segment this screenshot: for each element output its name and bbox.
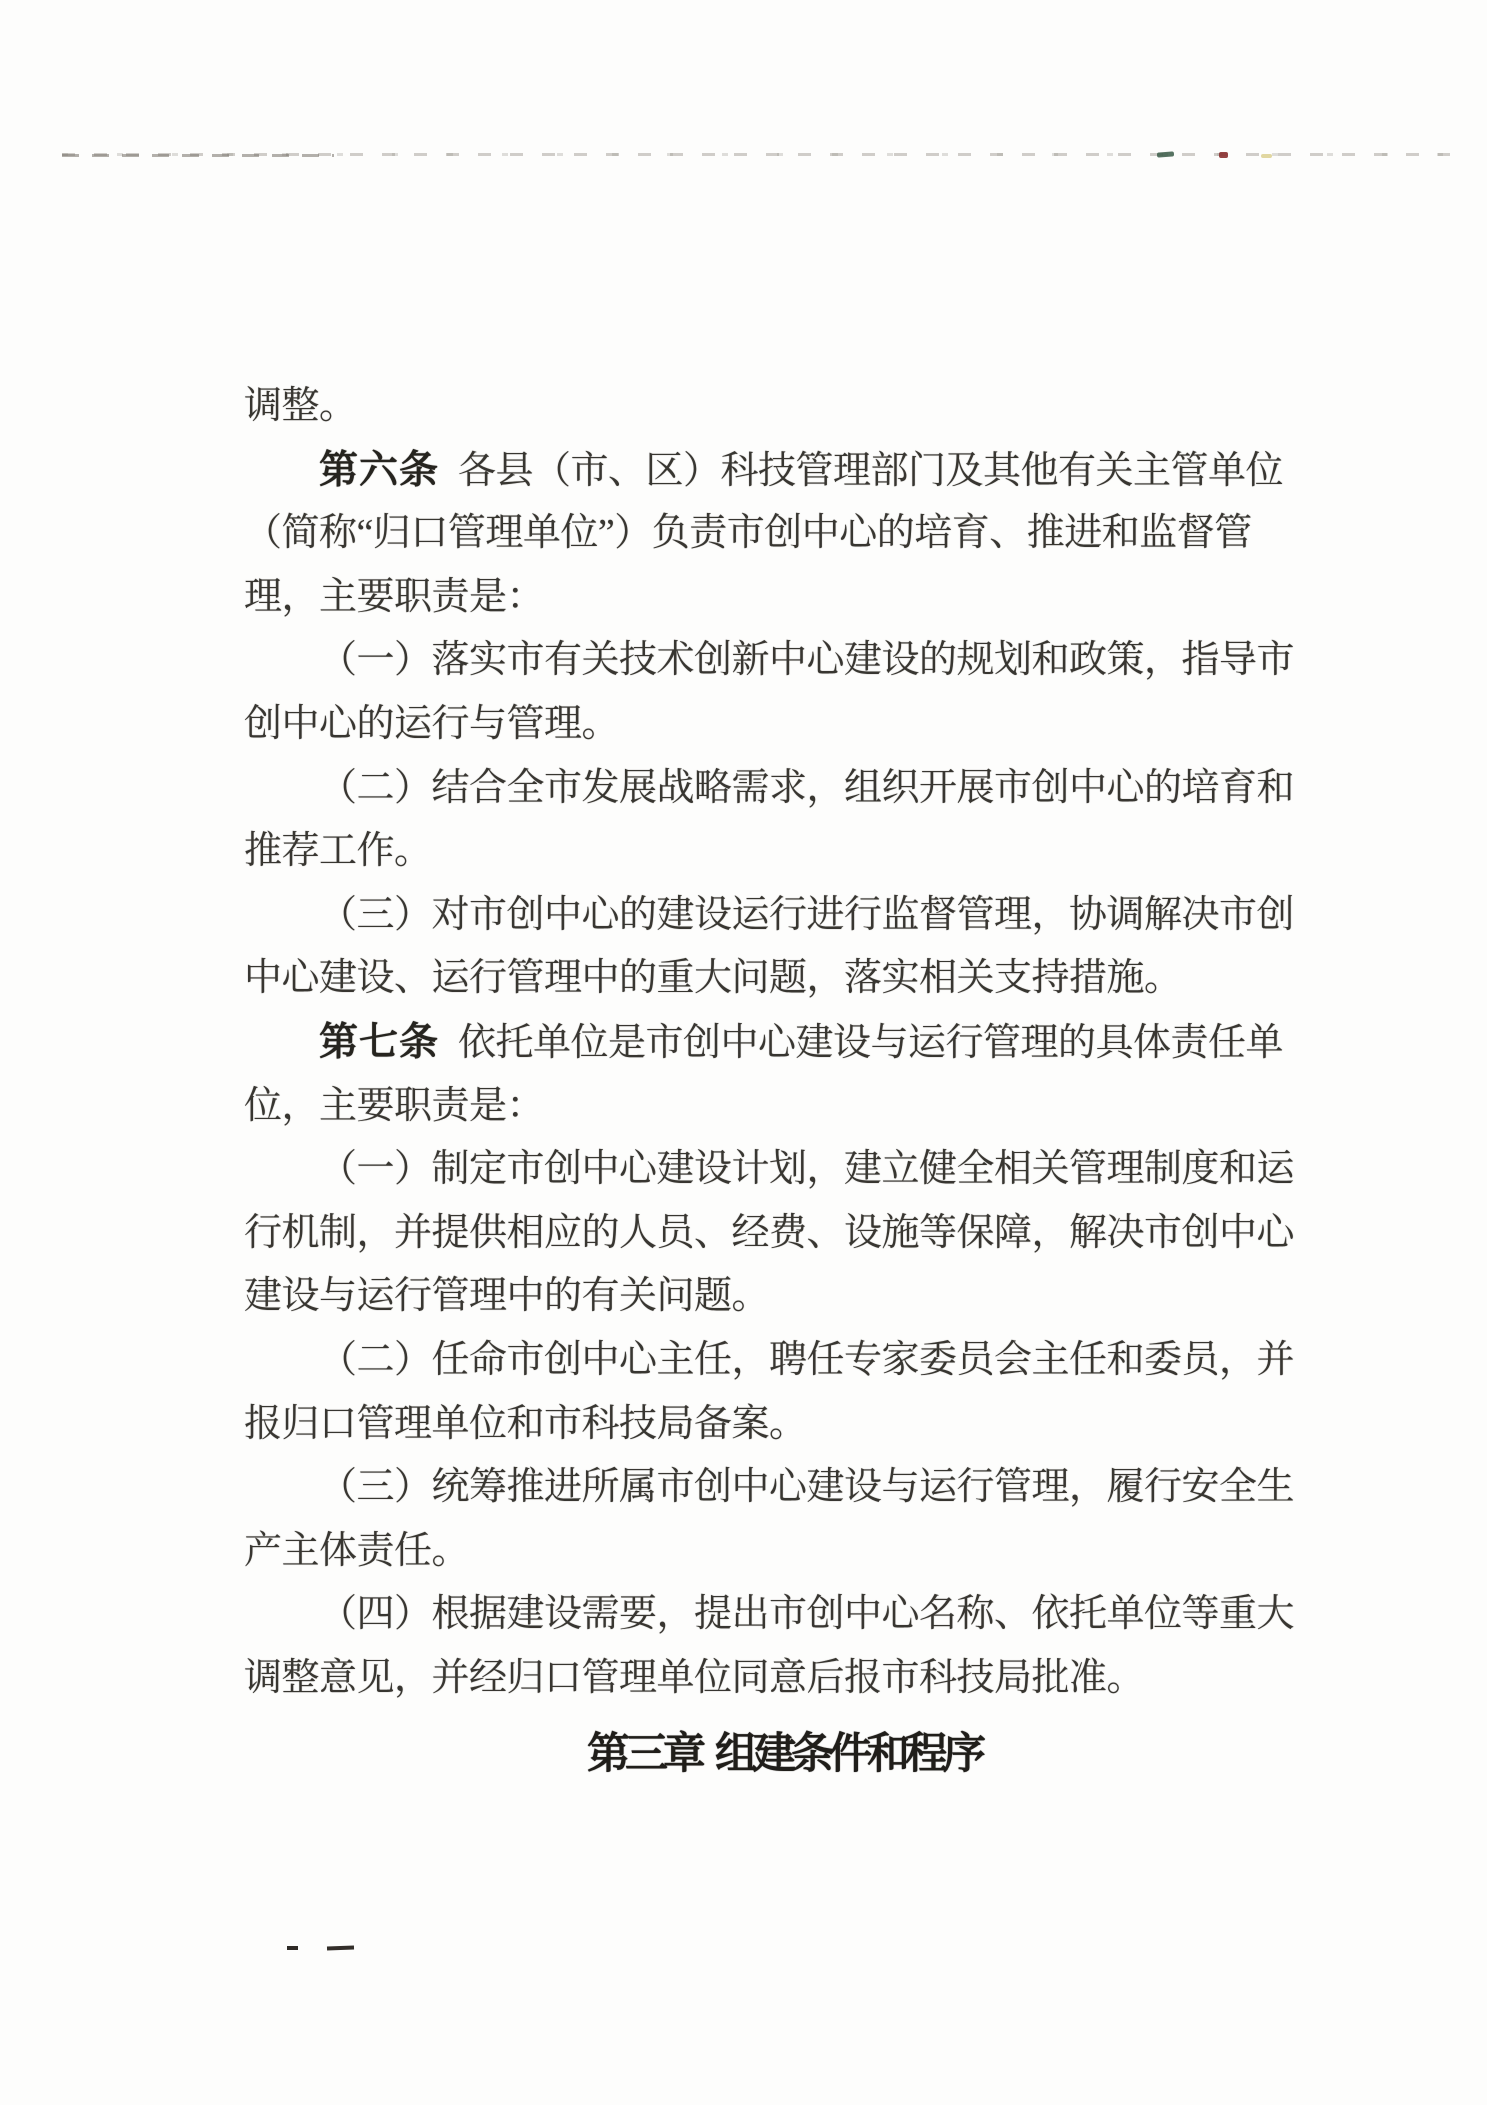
body-line [244,1138,1296,1202]
footer-page-mark-short [287,1946,298,1950]
line-text: （简称“归口管理单位”）负责市创中心的培育、推进和监督管 [244,512,1252,555]
line-text: 调整。 [244,385,357,427]
line-text: 报归口管理单位和市科技局备案。 [244,1402,807,1445]
body-line [244,629,1296,693]
body-line [244,947,1296,1011]
body-line [244,1520,1296,1584]
body-line [244,502,1296,566]
body-line [244,1011,1296,1075]
footer-page-mark-long [327,1946,354,1951]
scan-artifact-dashed-line-left [62,154,334,157]
line-text: 产主体责任。 [244,1529,470,1572]
line-text: 建设与运行管理中的有关问题。 [244,1275,770,1318]
body-line [244,1456,1296,1520]
article-number-6: 第六条 [319,448,440,492]
body-line [244,1075,1296,1139]
line-text: （一）制定市创中心建设计划，建立健全相关管理制度和运 [319,1148,1295,1191]
chapter-heading: 第三章 组建条件和程序 [587,1730,981,1779]
line-text: （四）根据建设需要，提出市创中心名称、依托单位等重大 [319,1593,1295,1636]
line-text: 调整意见，并经归口管理单位同意后报市科技局批准。 [244,1656,1145,1699]
article-number-7: 第七条 [319,1020,440,1064]
document-body [244,375,1296,1786]
body-line [244,566,1296,630]
body-line [244,1329,1296,1393]
body-line [244,375,1296,439]
body-line [244,1265,1296,1329]
body-line [244,1393,1296,1457]
body-line [244,884,1296,948]
line-text: 位，主要职责是： [244,1084,545,1127]
line-text: 创中心的运行与管理。 [244,702,620,745]
body-line [244,820,1296,884]
body-line [244,693,1296,757]
line-text: 理，主要职责是： [244,575,545,618]
scan-speck-red [1219,152,1228,158]
line-text: （一）落实市有关技术创新中心建设的规划和政策，指导市 [319,639,1295,682]
line-text: 中心建设、运行管理中的重大问题，落实相关支持措施。 [244,957,1182,1000]
body-line [244,1583,1296,1647]
body-line [244,757,1296,821]
line-text: 各县（市、区）科技管理部门及其他有关主管单位 [458,449,1284,492]
scan-speck-yellow [1261,154,1272,158]
line-text: （三）统筹推进所属市创中心建设与运行管理，履行安全生 [319,1466,1295,1509]
body-line [244,1647,1296,1711]
line-text: 依托单位是市创中心建设与运行管理的具体责任单 [458,1021,1284,1064]
line-text: （三）对市创中心的建设运行进行监督管理，协调解决市创 [319,893,1295,936]
line-text: （二）任命市创中心主任，聘任专家委员会主任和委员，并 [319,1338,1295,1381]
line-text: 推荐工作。 [244,830,432,873]
body-line [244,1202,1296,1266]
line-text: 行机制，并提供相应的人员、经费、设施等保障，解决市创中心 [244,1211,1295,1254]
body-line [244,439,1296,503]
scan-speck-green [1157,151,1174,157]
line-text: （二）结合全市发展战略需求，组织开展市创中心的培育和 [319,766,1295,809]
